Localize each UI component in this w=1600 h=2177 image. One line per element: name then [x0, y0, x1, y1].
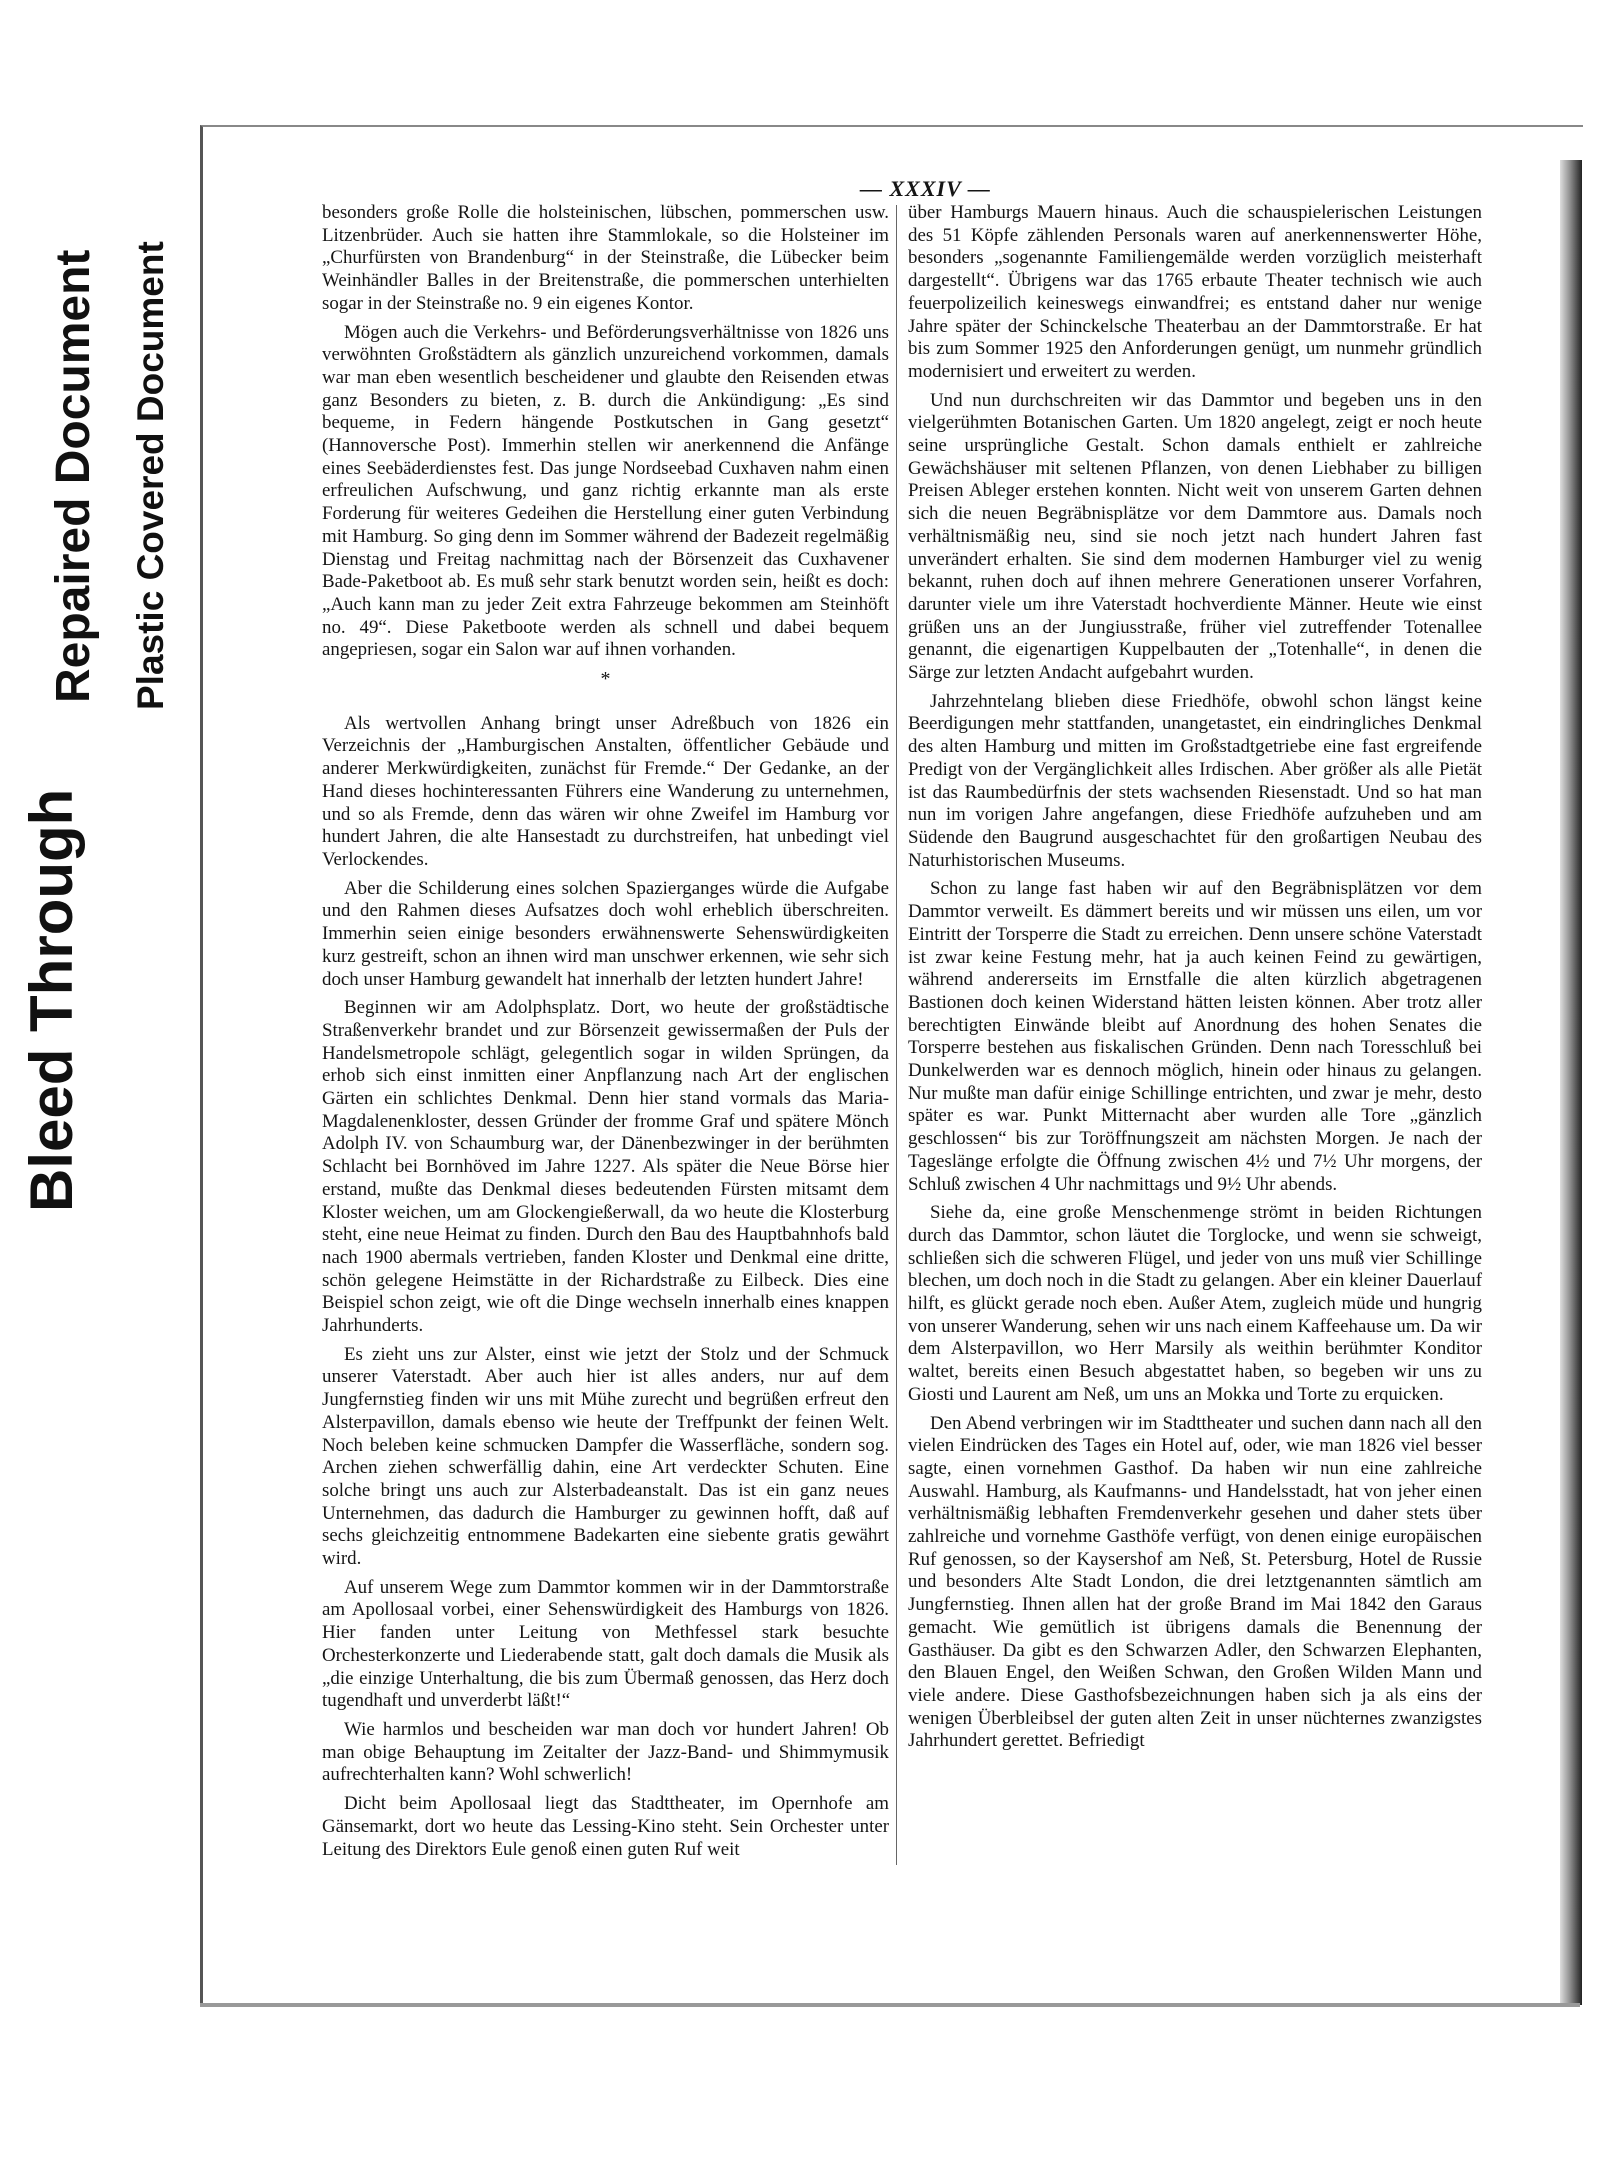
paragraph: Beginnen wir am Adolphsplatz. Dort, wo heute der großstädtische Straßenverkehr brandet und zur Börsenzeit gewissermaßen der Puls der Handelsmetropole schlägt, gelegentlich sogar in wilden Sprüngen, da erhob sich einst inmitten einer Anpflanzung nach Art der englischen Gärten ein schlichtes Denkmal. Denn hier stand vormals das Maria-Magdalenenkloster, dessen Gründer der fromme Graf und spätere Mönch Adolph IV. von Schaumburg war, der Dänenbezwinger in der berühmten Schlacht bei Bornhöved im Jahre 1227. Als später die Neue Börse hier erstand, mußte das Denkmal dieses bedeutenden Fürsten mitsamt dem Kloster weichen, um am Glockengießerwall, da wo heute die Klosterburg steht, eine neue Heimat zu finden. Durch den Bau des Hauptbahnhofs bald nach 1900 abermals vertrieben, fanden Kloster und Denkmal eine dritte, schön gelegene Heimstätte in der Richardstraße zu Eilbeck. Dies eine Beispiel schon zeigt, wie oft die Dinge wechseln innerhalb eines knappen Jahrhunderts.: [322, 997, 889, 1337]
paragraph: Wie harmlos und bescheiden war man doch vor hundert Jahren! Ob man obige Behauptung im Zeitalter der Jazz-Band- und Shimmymusik aufrechterhalten kann? Wohl schwerlich!: [322, 1719, 889, 1786]
bleed-through-label: Bleed Through: [18, 788, 85, 1212]
paragraph: Mögen auch die Verkehrs- und Beförderungsverhältnisse von 1826 uns verwöhnten Großstädtern als gänzlich unzureichend vorkommen, damals war man eben wesentlich bescheidener und glaubte den Reisenden etwas ganz Besonders zu bieten, z. B. durch die Ankündigung: „Es sind bequeme, in Federn hängende Postkutschen in Gang gesetzt“ (Hannoversche Post). Immerhin stellen wir anerkennend die Anfänge eines Seebäderdienstes fest. Das junge Nordseebad Cuxhaven nahm einen erfreulichen Aufschwung, und ganz richtig erkannte man als erste Forderung für weiteres Gedeihen die Herstellung einer guten Verbindung mit Hamburg. So ging denn im Sommer während der Badezeit regelmäßig Dienstag und Freitag nachmittag nach der Börsenzeit das Cuxhavener Bade-Paketboot ab. Es muß sehr stark benutzt worden sein, heißt es doch: „Auch kann man zu jeder Zeit extra Fahrzeuge bekommen am Steinhöft no. 49“. Diese Paketboote werden als schnell und dabei bequem angepriesen, sogar ein Salon war auf ihnen vorhanden.: [322, 321, 889, 661]
paragraph: Den Abend verbringen wir im Stadttheater und suchen dann nach all den vielen Eindrücken des Tages ein Hotel auf, oder, wie man 1826 viel besser sagte, einen vornehmen Gasthof. Da haben wir nun eine zahlreiche Auswahl. Hamburg, als Kaufmanns- und Handelsstadt, hat von jeher einen verhältnismäßig lebhaften Fremdenverkehr gesehen und daher stets über zahlreiche und vornehme Gasthöfe verfügt, von denen einige europäischen Ruf genossen, so der Kaysershof am Neß, St. Petersburg, Hotel de Russie und besonders Alte Stadt London, die drei letztgenannten sämtlich am Jungfernstieg. Ihnen allen hat der große Brand im Mai 1842 den Garaus gemacht. Wie gemütlich ist übrigens damals die Benennung der Gasthäuser. Da gibt es den Schwarzen Adler, den Schwarzen Elephanten, den Blauen Engel, den Weißen Schwan, den Großen Wilden Mann und viele andere. Diese Gasthofsbezeichnungen haben sich ja als eins der wenigen Überbleibsel der guten alten Zeit in unser nüchternes zwanzigstes Jahrhundert gerettet. Befriedigt: [908, 1412, 1482, 1752]
page-bottom-edge: [200, 2003, 1580, 2007]
paragraph: Aber die Schilderung eines solchen Spazierganges würde die Aufgabe und den Rahmen dieses Aufsatzes doch wohl erheblich überschreiten. Immerhin seien einige besonders erwähnenswerte Sehenswürdigkeiten kurz gestreift, schon an ihnen wird man unschwer erkennen, wie sehr sich doch unser Hamburg gewandelt hat innerhalb der letzten hundert Jahre!: [322, 877, 889, 990]
paragraph: Und nun durchschreiten wir das Dammtor und begeben uns in den vielgerühmten Botanischen Garten. Um 1820 angelegt, zeigt er noch heute seine ursprüngliche Gestalt. Schon damals enthielt er zahlreiche Gewächshäuser mit seltenen Pflanzen, von denen Liebhaber zu billigen Preisen Ableger erstehen konnten. Nicht weit von unserem Garten dehnen sich die neuen Begräbnisplätze vor dem Dammtore aus. Damals noch verhältnismäßig neu, sind sie noch jetzt nach hundert Jahren fast unverändert erhalten. Sie sind dem modernen Hamburger viel zu wenig bekannt, ruhen doch auf ihnen mehrere Generationen unserer Vorfahren, darunter viele um ihre Vaterstadt hochverdiente Männer. Heute wie einst grüßen uns an der Jungiusstraße, früher viel zutreffender Totenallee genannt, die eigenartigen Kuppelbauten der „Totenhalle“, in denen die Särge zur letzten Andacht aufgebahrt wurden.: [908, 389, 1482, 684]
paragraph: Siehe da, eine große Menschenmenge strömt in beiden Richtungen durch das Dammtor, schon läutet die Torglocke, und wenn sie schweigt, schließen sich die schweren Flügel, und jeder von uns muß vier Schillinge blechen, um doch noch in die Stadt zu gelangen. Aber ein kleiner Dauerlauf hilft, es glückt gerade noch eben. Außer Atem, zugleich müde und hungrig von unserer Wanderung, sehen wir uns nach einem Kaffeehause um. Da wir dem Alsterpavillon, wo Herr Marsily als weithin berühmter Konditor waltet, bereits einen Besuch abgestattet haben, so begeben wir uns zu Giosti und Laurent am Neß, um uns an Mokka und Torte zu erquicken.: [908, 1202, 1482, 1405]
paragraph: Dicht beim Apollosaal liegt das Stadttheater, im Opernhofe am Gänsemarkt, dort wo heute das Lessing-Kino steht. Sein Orchester unter Leitung des Direktors Eule genoß einen guten Ruf weit: [322, 1793, 889, 1860]
paragraph: Schon zu lange fast haben wir auf den Begräbnisplätzen vor dem Dammtor verweilt. Es dämmert bereits und wir müssen uns eilen, um vor Eintritt der Torsperre die Stadt zu erreichen. Denn unsere schöne Vaterstadt ist zwar keine Festung mehr, hat ja auch keinen Feind zu gewärtigen, während andererseits im Ernstfalle die alten kürzlich abgetragenen Bastionen doch keinen Widerstand hätten leisten können. Aber trotz aller berechtigten Einwände bleibt auf Anordnung des hohen Senates die Torsperre bestehen aus fiskalischen Gründen. Denn nach Toresschluß bei Dunkelwerden war es dennoch möglich, hinein oder hinaus zu gelangen. Nur mußte man dafür einige Schillinge entrichten, und zwar je mehr, desto später es war. Punkt Mitternacht aber wurden alle Tore „gänzlich geschlossen“ bis zur Toröffnungszeit am nächsten Morgen. Je nach der Tageslänge erfolgte die Öffnung zwischen 4½ und 7½ Uhr morgens, der Schluß zwischen 4 Uhr nachmittags und 9½ Uhr abends.: [908, 878, 1482, 1195]
column-divider: [896, 205, 897, 1865]
paragraph: über Hamburgs Mauern hinaus. Auch die schauspielerischen Leistungen des 51 Köpfe zählenden Personals waren auf anerkennenswerter Höhe, besonders „sogenannte Familiengemälde werden vorzüglich meisterhaft dargestellt“. Übrigens war das 1765 erbaute Theater technisch wie auch feuerpolizeilich keineswegs einwandfrei; es entstand daher nur wenige Jahre später der Schinckelsche Theaterbau an der Dammtorstraße. Er hat bis zum Sommer 1925 den Anforderungen genügt, um nunmehr gründlich modernisiert und erweitert zu werden.: [908, 202, 1482, 382]
page-number: — XXXIV —: [860, 176, 991, 201]
paragraph: Als wertvollen Anhang bringt unser Adreßbuch von 1826 ein Verzeichnis der „Hamburgischen Anstalten, öffentlicher Gebäude und anderer Merkwürdigkeiten, zunächst für Fremde.“ Der Gedanke, an der Hand dieses hochinteressanten Führers eine Wanderung zu unternehmen, und so als Fremde, denn das wären wir ohne Zweifel im Hamburg vor hundert Jahren, die alte Hansestadt zu durchstreifen, hat unbedingt viel Verlockendes.: [322, 712, 889, 870]
paragraph: besonders große Rolle die holsteinischen, lübschen, pommerschen usw. Litzenbrüder. Auch sie hatten ihre Stammlokale, so die Holsteiner im „Churfürsten von Brandenburg“ in der Steinstraße, die Lübecker beim Weinhändler Balles in der Breitenstraße, die pommerschen unterhielten sogar in der Steinstraße no. 9 ein eigenes Kontor.: [322, 202, 889, 314]
section-separator: *: [600, 668, 611, 691]
plastic-covered-label: Plastic Covered Document: [130, 241, 171, 710]
left-column: [322, 202, 889, 1867]
page-edge-shadow: [1560, 160, 1582, 2005]
paragraph: Jahrzehntelang blieben diese Friedhöfe, obwohl schon längst keine Beerdigungen mehr stattfanden, unangetastet, ein eindringliches Denkmal des alten Hamburg und mitten im Großstadtgetriebe eine fast ergreifende Predigt von der Vergänglichkeit alles Irdischen. Aber größer als alle Pietät ist das Raumbedürfnis der stets wachsenden Riesenstadt. Und so hat man nun im vorigen Jahre angefangen, diese Friedhöfe aufzuheben und am Südende den Baugrund ausgeschachtet für den großartigen Neubau des Naturhistorischen Museums.: [908, 690, 1482, 871]
paragraph: Auf unserem Wege zum Dammtor kommen wir in der Dammtorstraße am Apollosaal vorbei, einer Sehenswürdigkeit des Hamburgs von 1826. Hier fanden unter Leitung von Methfessel stark besuchte Orchesterkonzerte und Liederabende statt, galt doch damals die Musik als „die einzige Unterhaltung, die bis zum Übermaß genossen, das Herz doch tugendhaft und unverderbt läßt!“: [322, 1576, 889, 1712]
right-column: [908, 202, 1482, 1759]
repaired-document-label: Repaired Document: [47, 249, 100, 703]
paragraph: Es zieht uns zur Alster, einst wie jetzt der Stolz und der Schmuck unserer Vaterstadt. Aber auch hier ist alles anders, nur auf dem Jungfernstieg finden wir uns mit Mühe zurecht und begrüßen erfreut den Alsterpavillon, damals ebenso wie heute der Treffpunkt der feinen Welt. Noch beleben keine schmucken Dampfer die Wasserfläche, sondern sog. Archen ziehen schwerfällig dahin, eine Art verdeckter Schuten. Eine solche bringt uns auch zur Alsterbadeanstalt. Das ist ein ganz neues Unternehmen, das dadurch die Hamburger zu gewinnen hofft, daß auf sechs gleichzeitig entnommene Badekarten eine siebente gratis gewährt wird.: [322, 1343, 889, 1570]
